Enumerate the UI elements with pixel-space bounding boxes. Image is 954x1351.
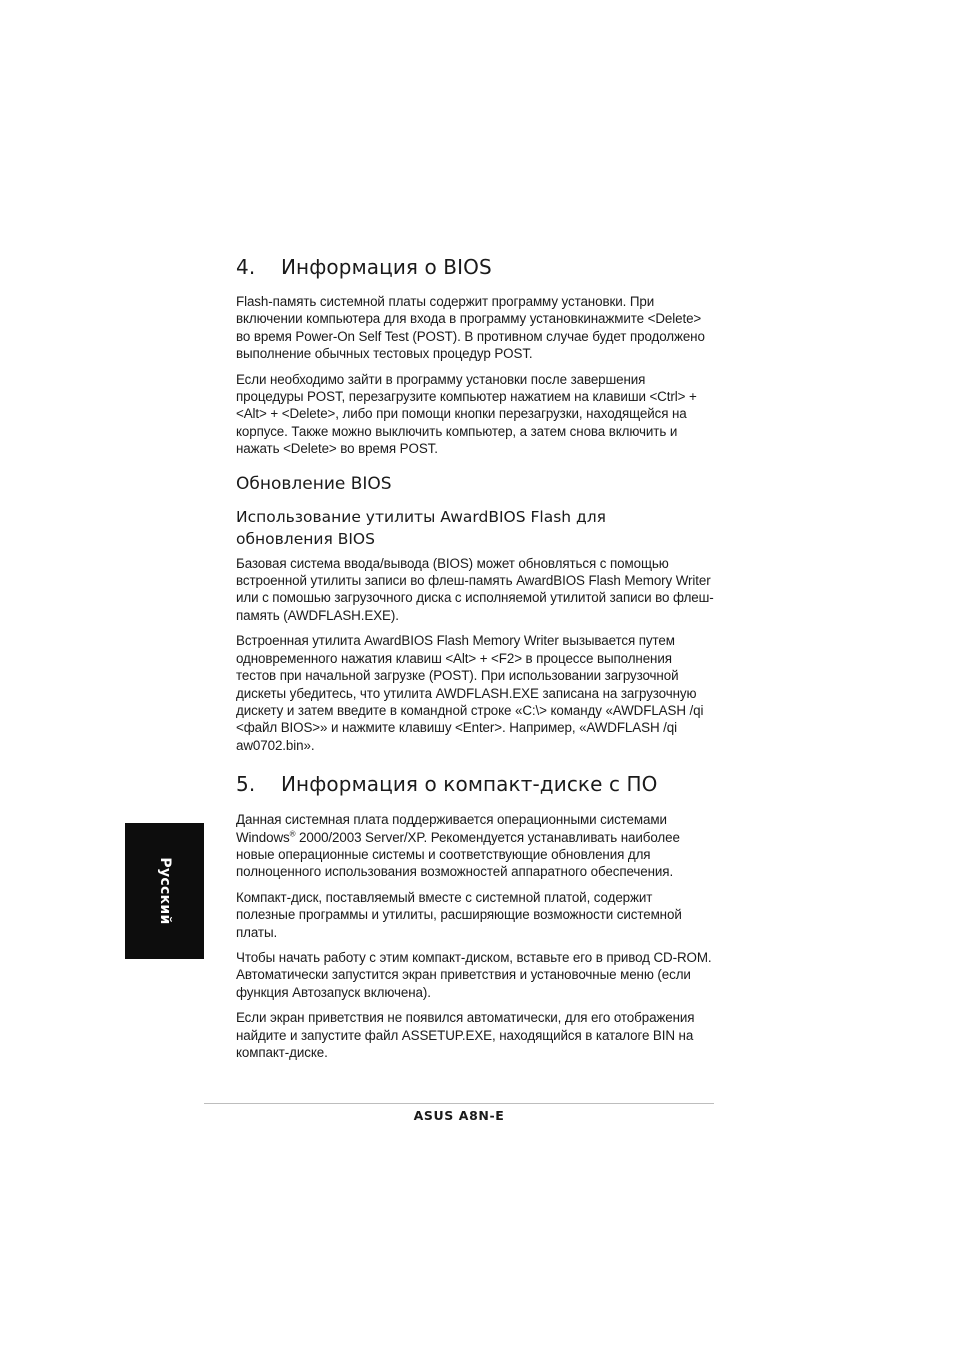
section-4-paragraph-2: Если необходимо зайти в программу установки после завершения процедуры POST, перезагрузите компьютер нажатием на клавиши <Ctrl> + <Alt> + <Delete>, либо при помощи кнопки перезагрузки, находящейся на корпусе. Также можно выключить компьютер, а затем снова включить и нажать <Delete> во время POST. [236,371,697,457]
footer-divider [204,1103,714,1104]
language-side-tab [125,823,204,959]
section-4-number: 4. [236,255,256,279]
section-5-paragraph-1-start: Данная системная плата поддерживается операционными системами Windows [236,812,667,845]
section-4-heading [236,254,714,280]
section-5-number: 5. [236,772,256,797]
page-content [236,254,714,1061]
awdflash-paragraph-2: Встроенная утилита AwardBIOS Flash Memory Writer вызывается путем одновременного нажатия клавиш <Alt> + <F2> в процессе выполнения тестов при начальной загрузке (POST). При использовании загрузочной дискеты убедитесь, что утилита AWDFLASH.EXE записана на загрузочную дискету и затем введите в командной строке «C:\> команду «AWDFLASH /qi <файл BIOS>» и нажмите клавишу <Enter>. Например, «AWDFLASH /qi aw0702.bin». [236,633,704,753]
bios-update-heading: Обновление BIOS [236,473,392,494]
section-5-title: Информация о компакт-диске с ПО [281,772,658,797]
awdflash-heading [236,506,714,550]
section-5-paragraph-4: Если экран приветствия не появился автоматически, для его отображения найдите и запустите файл ASSETUP.EXE, находящийся в каталоге BIN на компакт-диске. [236,1010,695,1060]
section-5-heading [236,771,714,797]
section-4-title: Информация о BIOS [281,255,492,279]
awdflash-heading-line-1: Использование утилиты AwardBIOS Flash для [236,507,607,526]
footer-product-name: ASUS A8N-E [413,1108,505,1123]
awdflash-heading-line-2: обновления BIOS [236,529,375,548]
section-5-paragraph-1 [236,811,714,881]
section-5-paragraph-1-end: 2000/2003 Server/XP. Рекомендуется устанавливать наиболее новые операционные системы и соответствующие обновления для полноценного использования возможностей аппаратного обеспечения. [236,829,680,880]
section-4-paragraph-1: Flash-память системной платы содержит программу установки. При включении компьютера для входа в программу установкинажмите <Delete> во время Power-On Self Test (POST). В противном случае будет продолжено выполнение обычных тестовых процедур POST. [236,294,705,362]
section-5-paragraph-2: Компакт-диск, поставляемый вместе с системной платой, содержит полезные программы и утилиты, расширяющие возможности системной платы. [236,889,682,940]
awdflash-paragraph-1: Базовая система ввода/вывода (BIOS) может обновляться с помощью встроенной утилиты записи во флеш-память AwardBIOS Flash Memory Writer или с помошью загрузочного диска с исполняемой утилитой записи во флеш-память (AWDFLASH.EXE). [236,555,714,623]
language-side-tab-label: Русский [157,857,173,925]
registered-mark: ® [289,829,296,839]
section-5-paragraph-3: Чтобы начать работу с этим компакт-диском, вставьте его в привод CD-ROM. Автоматически запустится экран приветствия и установочные меню (если функция Автозапуск включена). [236,949,712,1000]
